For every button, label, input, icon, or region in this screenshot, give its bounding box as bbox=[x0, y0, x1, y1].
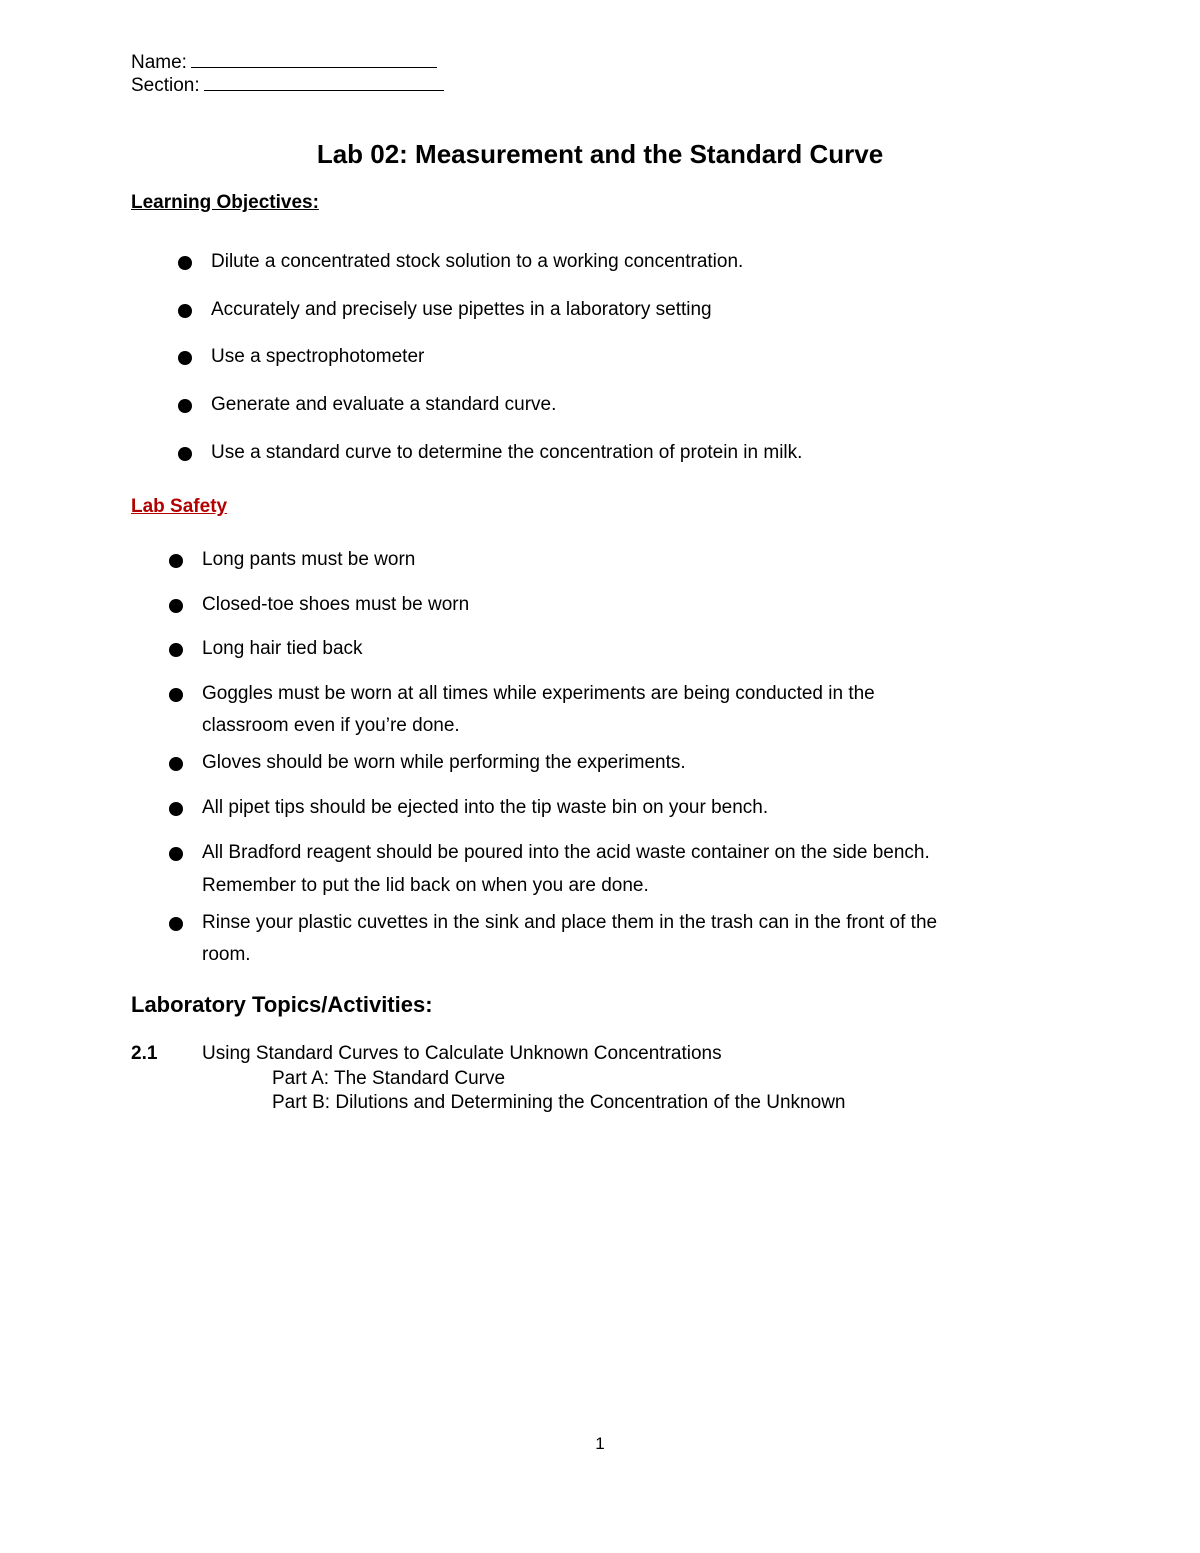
safety-item: All pipet tips should be ejected into the tip waste bin on your bench. bbox=[202, 797, 769, 818]
activity-part-b: Part B: Dilutions and Determining the Concentration of the Unknown bbox=[272, 1092, 846, 1113]
name-blank-line bbox=[191, 50, 437, 68]
activity-part-a: Part A: The Standard Curve bbox=[272, 1068, 506, 1089]
objective-item: Use a standard curve to determine the concentration of protein in milk. bbox=[211, 442, 803, 463]
bullet-icon bbox=[178, 256, 192, 270]
safety-item: Long pants must be worn bbox=[202, 549, 416, 570]
name-label: Name: bbox=[131, 52, 187, 73]
safety-item: Rinse your plastic cuvettes in the sink and place them in the trash can in the front of the bbox=[202, 912, 938, 933]
topics-heading: Laboratory Topics/Activities: bbox=[131, 992, 433, 1017]
section-field bbox=[131, 73, 444, 97]
safety-item-continuation: Remember to put the lid back on when you are done. bbox=[202, 875, 649, 896]
safety-item: All Bradford reagent should be poured into the acid waste container on the side bench. bbox=[202, 842, 930, 863]
activity-title: Using Standard Curves to Calculate Unknown Concentrations bbox=[202, 1043, 722, 1064]
name-field bbox=[131, 50, 437, 74]
safety-item: Gloves should be worn while performing the experiments. bbox=[202, 752, 686, 773]
bullet-icon bbox=[169, 757, 183, 771]
bullet-icon bbox=[169, 599, 183, 613]
section-label: Section: bbox=[131, 75, 200, 96]
bullet-icon bbox=[169, 688, 183, 702]
objective-item: Generate and evaluate a standard curve. bbox=[211, 394, 557, 415]
bullet-icon bbox=[169, 554, 183, 568]
bullet-icon bbox=[178, 447, 192, 461]
safety-item: Long hair tied back bbox=[202, 638, 363, 659]
objective-item: Use a spectrophotometer bbox=[211, 346, 425, 367]
bullet-icon bbox=[169, 802, 183, 816]
learning-objectives-heading: Learning Objectives: bbox=[131, 192, 319, 213]
bullet-icon bbox=[169, 917, 183, 931]
safety-item-continuation: classroom even if you’re done. bbox=[202, 715, 460, 736]
section-blank-line bbox=[204, 73, 444, 91]
safety-item-continuation: room. bbox=[202, 944, 251, 965]
bullet-icon bbox=[169, 643, 183, 657]
objective-item: Accurately and precisely use pipettes in a laboratory setting bbox=[211, 299, 712, 320]
objective-item: Dilute a concentrated stock solution to a working concentration. bbox=[211, 251, 744, 272]
page-number: 1 bbox=[595, 1434, 605, 1453]
bullet-icon bbox=[178, 399, 192, 413]
page-title: Lab 02: Measurement and the Standard Curve bbox=[316, 139, 884, 169]
safety-item: Goggles must be worn at all times while experiments are being conducted in the bbox=[202, 683, 875, 704]
bullet-icon bbox=[178, 351, 192, 365]
bullet-icon bbox=[178, 304, 192, 318]
bullet-icon bbox=[169, 847, 183, 861]
safety-item: Closed-toe shoes must be worn bbox=[202, 594, 470, 615]
activity-number: 2.1 bbox=[131, 1043, 158, 1064]
lab-safety-heading: Lab Safety bbox=[131, 496, 228, 517]
